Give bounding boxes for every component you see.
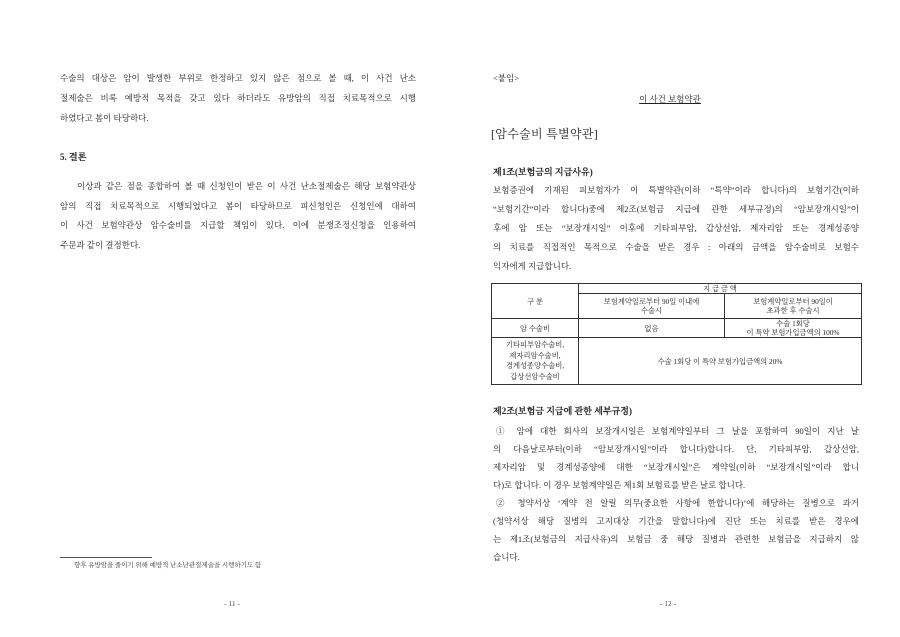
- page-number: - 11 -: [224, 599, 240, 608]
- category-cell: 기타피부암수술비, 제자리암수술비, 경계성종양수술비, 갑상선암수술비: [492, 338, 579, 385]
- text-line: 의 다음날로부터(이하 “암보장개시일”이라 합니다)합니다. 단, 기타피부암, 갑상선암,: [493, 444, 859, 454]
- header-amount-cell: 지 급 금 액: [579, 284, 862, 294]
- footnote: 향후 유방암을 줄이기 위해 예방적 난소난관절제술을 시행하기도 함: [74, 562, 262, 569]
- article-1-body: [493, 181, 859, 276]
- attachment-label: <붙임>: [493, 73, 520, 83]
- amount-cell: 수술 1회당 이 특약 보험가입금액의 100%: [725, 319, 862, 338]
- section-heading: 5. 결론: [60, 152, 87, 162]
- text-line: 제자리암 및 경계성종양에 대한 “보장개시일”은 계약일(이하 “보장개시일”이라 합니: [493, 462, 859, 472]
- article-2-heading: 제2조(보험금 지급에 관한 세부규정): [493, 406, 632, 416]
- footnote-divider: [60, 557, 152, 558]
- paragraph-conclusion: [60, 177, 416, 255]
- text-line: 익자에게 지급합니다.: [493, 261, 572, 271]
- text-line: 하였다고 봄이 타당하다.: [60, 113, 149, 123]
- text-line: 후에 암 또는 “보장개시일” 이후에 기타피부암, 갑상선암, 제자리암 또는 경계성종양: [493, 223, 859, 233]
- text-line: 보험증권에 기재된 피보험자가 이 특별약관(이하 “특약”이라 합니다)의 보험기간(이하: [493, 185, 859, 195]
- table-row: [492, 338, 862, 385]
- amount-cell: 없음: [579, 319, 725, 338]
- paragraph-conclusion-reasoning: [60, 68, 416, 128]
- text-line: 절제술은 비록 예방적 목적을 갖고 있다 하더라도 유방암의 직접 치료목적으로 시행: [60, 93, 416, 103]
- table-header-row: [492, 284, 862, 294]
- text-line: 는 제1조(보험금의 지급사유)의 보험금 중 해당 질병과 관련한 보험금을 지급하지 않: [493, 534, 859, 544]
- text-line: 의 치료를 직접적인 목적으로 수술을 받은 경우 : 아래의 금액을 암수술비로 보험수: [493, 242, 859, 252]
- text-line: 이 사건 보험약관상 암수술비를 지급할 책임이 있다. 이에 분쟁조정신청을 인용하여: [60, 220, 416, 230]
- document-title: 이 사건 보험약관: [639, 94, 701, 104]
- amount-cell: 수술 1회당 이 특약 보험가입금액의 20%: [579, 338, 862, 385]
- header-category-cell: 구 분: [492, 284, 579, 319]
- text-line: 이상과 같은 점을 종합하여 볼 때 신청인이 받은 이 사건 난소절제술은 해당 보험약관상: [77, 181, 416, 191]
- article-1-heading: 제1조(보험금의 지급사유): [493, 167, 593, 177]
- category-cell: 암 수술비: [492, 319, 579, 338]
- header-within-90-cell: 보험계약일로부터 90일 이내에 수술시: [579, 294, 725, 319]
- header-after-90-cell: 보험계약일로부터 90일이 초과한 후 수술시: [725, 294, 862, 319]
- text-line: 주문과 같이 결정한다.: [60, 239, 141, 250]
- text-line: ① 암에 대한 회사의 보장개시일은 보험계약일부터 그 날을 포함하여 90일이 지난 날: [496, 426, 859, 436]
- article-2-body: [493, 422, 859, 566]
- text-line: ② 청약서상 ‘계약 전 알릴 의무(중요한 사항에 한합니다)’에 해당하는 질병으로 과거: [496, 498, 859, 508]
- page-right: [450, 0, 900, 637]
- text-line: 다)로 합니다. 이 경우 보험계약일은 제1회 보험료를 받은 날로 합니다.: [493, 480, 746, 490]
- table-row: [492, 319, 862, 338]
- text-line: “보험기간”이라 합니다)중에 제2조(보험금 지급에 관한 세부규정)의 “암보장개시일”이: [493, 204, 859, 214]
- text-line: 수술의 대상은 암이 발생한 부위로 한정하고 있지 않은 점으로 볼 때, 이 사건 난소: [60, 73, 416, 83]
- payment-table: [491, 283, 862, 385]
- text-line: 암의 직접 치료목적으로 시행되었다고 봄이 타당하므로 피신청인은 신청인에 대하여: [60, 200, 416, 211]
- text-line: (청약서상 해당 질병의 고지대상 기간을 말합니다)에 진단 또는 치료를 받은 경우에: [493, 516, 859, 526]
- rider-title: [암수술비 특별약관]: [491, 127, 599, 141]
- text-line: 습니다.: [493, 552, 520, 562]
- page-number: - 12 -: [659, 599, 677, 608]
